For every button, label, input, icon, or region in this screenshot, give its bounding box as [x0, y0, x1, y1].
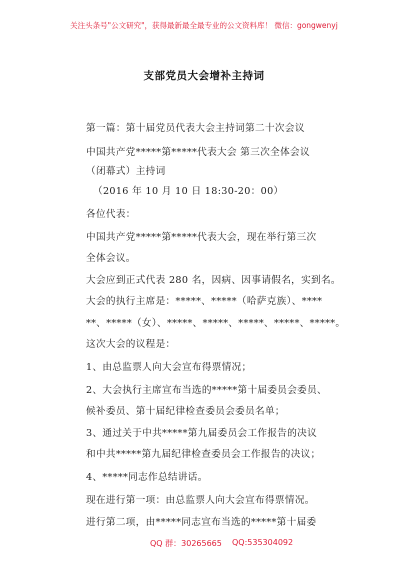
body-line: 全体会议。: [86, 253, 136, 264]
body-line: （闭幕式）主持词: [86, 166, 166, 177]
body-line: 中国共产党*****第*****代表大会，现在举行第三次: [86, 232, 317, 243]
body-line: 3、通过关于中共*****第九届委员会工作报告的决议: [86, 428, 318, 439]
header-banner: 关注头条号"公文研究"，获得最新最全最专业的公文资料库！ 微信：gongwenyj: [70, 21, 338, 30]
body-line: 大会应到正式代表 280 名，因病、因事请假名，实到名。: [86, 275, 341, 286]
footer-qq: QQ:535304092: [232, 538, 294, 547]
body-line: 第一篇：第十届党员代表大会主持词第二十次会议: [86, 123, 305, 134]
body-line: 大会的执行主席是：*****、*****（哈萨克族）、****: [86, 296, 323, 307]
body-line: 中国共产党*****第*****代表大会 第三次全体会议: [86, 147, 310, 158]
body-line: 各位代表：: [86, 209, 136, 220]
body-line: 进行第二项，由*****同志宣布当选的*****第十届委: [86, 517, 317, 528]
body-line: 现在进行第一项：由总监票人向大会宣布得票情况。: [86, 495, 315, 506]
body-line: 1、由总监票人向大会宣布得票情况；: [86, 362, 252, 373]
body-line: 候补委员、第十届纪律检查委员会委员名单；: [86, 406, 285, 417]
footer: [0, 538, 408, 552]
body-line: （2016 年 10 月 10 日 18:30-20：00）: [93, 186, 284, 197]
body-line: 2、大会执行主席宣布当选的*****第十届委员会委员、: [86, 385, 328, 396]
body-line: 这次大会的议程是：: [86, 339, 176, 350]
document-title: 支部党员大会增补主持词: [143, 70, 265, 82]
body-line: **、*****（女）、*****、*****、*****、*****、*****。: [86, 318, 346, 329]
body-line: 和中共*****第九届纪律检查委员会工作报告的决议；: [86, 449, 321, 460]
body-line: 4、*****同志作总结讲话。: [86, 472, 208, 483]
footer-qq-group: QQ 群：30265665: [150, 539, 222, 548]
